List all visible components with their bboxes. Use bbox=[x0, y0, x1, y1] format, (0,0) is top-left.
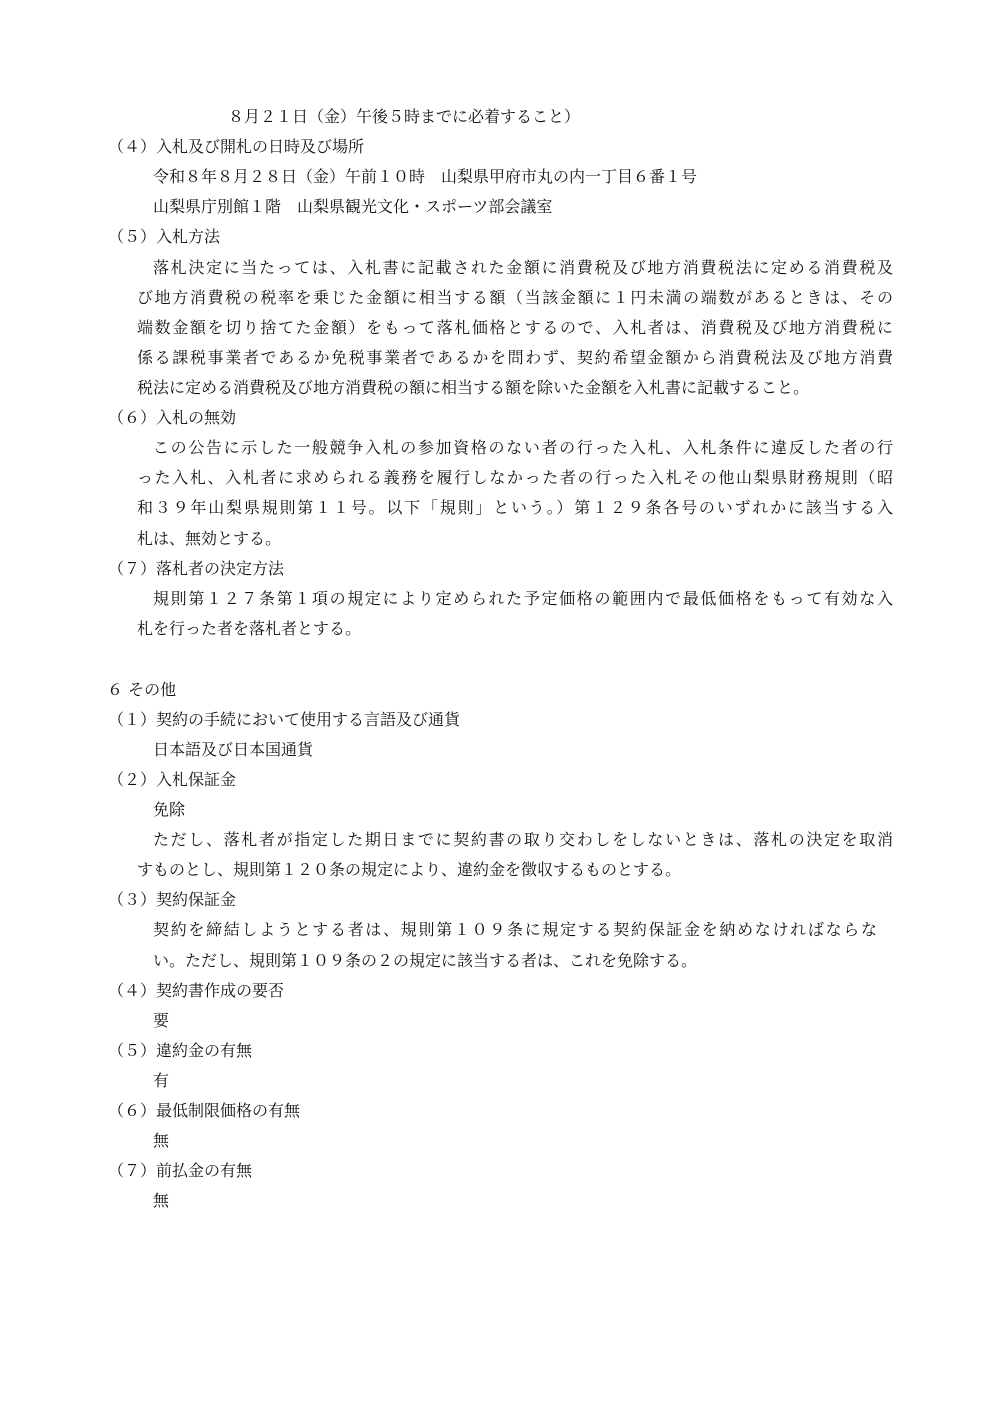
heading-item-7-winner-decision: （７）落札者の決定方法 bbox=[108, 559, 285, 578]
heading-language-currency: （１）契約の手続において使用する言語及び通貨 bbox=[108, 710, 461, 729]
section-6-heading: ６ その他 bbox=[107, 680, 177, 699]
value-contract-document: 要 bbox=[153, 1011, 170, 1030]
value-bid-bond: 免除 bbox=[153, 800, 186, 819]
heading-penalty: （５）違約金の有無 bbox=[108, 1041, 253, 1060]
paragraph-line: すものとし、規則第１２０条の規定により、違約金を徴収するものとする。 bbox=[137, 860, 682, 879]
paragraph-line: 落札決定に当たっては、入札書に記載された金額に消費税及び地方消費税法に定める消費税及 bbox=[153, 258, 893, 277]
heading-minimum-price: （６）最低制限価格の有無 bbox=[108, 1101, 301, 1120]
paragraph-line: 税法に定める消費税及び地方消費税の額に相当する額を除いた金額を入札書に記載すること。 bbox=[137, 378, 810, 397]
paragraph-line: い。ただし、規則第１０９条の２の規定に該当する者は、これを免除する。 bbox=[153, 951, 698, 970]
paragraph-line: 和３９年山梨県規則第１１号。以下「規則」という。）第１２９条各号のいずれかに該当する入 bbox=[137, 498, 893, 517]
heading-bid-bond: （２）入札保証金 bbox=[108, 770, 237, 789]
value-penalty: 有 bbox=[153, 1071, 170, 1090]
heading-contract-bond: （３）契約保証金 bbox=[108, 890, 237, 909]
paragraph-line: 規則第１２７条第１項の規定により定められた予定価格の範囲内で最低価格をもって有効な入 bbox=[153, 589, 893, 608]
heading-advance-payment: （７）前払金の有無 bbox=[108, 1161, 253, 1180]
heading-item-5-bid-method: （５）入札方法 bbox=[108, 227, 221, 246]
bid-datetime-address: 令和８年８月２８日（金）午前１０時 山梨県甲府市丸の内一丁目６番１号 bbox=[153, 167, 698, 186]
paragraph-line: 契約を締結しようとする者は、規則第１０９条に規定する契約保証金を納めなければならな bbox=[153, 920, 877, 939]
paragraph-line: 札は、無効とする。 bbox=[137, 529, 282, 548]
heading-contract-document: （４）契約書作成の要否 bbox=[108, 981, 285, 1000]
paragraph-line: この公告に示した一般競争入札の参加資格のない者の行った入札、入札条件に違反した者の行 bbox=[153, 438, 893, 457]
bid-venue: 山梨県庁別館１階 山梨県観光文化・スポーツ部会議室 bbox=[153, 197, 553, 216]
paragraph-line: 端数金額を切り捨てた金額）をもって落札価格とするので、入札者は、消費税及び地方消費税に bbox=[137, 318, 893, 337]
value-advance-payment: 無 bbox=[153, 1191, 170, 1210]
paragraph-line: 札を行った者を落札者とする。 bbox=[137, 619, 362, 638]
paragraph-line: び地方消費税の税率を乗じた金額に相当する額（当該金額に１円未満の端数があるときは、その bbox=[137, 288, 893, 307]
item-3-continuation: ８月２１日（金）午後５時までに必着すること） bbox=[228, 107, 581, 126]
value-minimum-price: 無 bbox=[153, 1131, 170, 1150]
heading-item-4-bid-date-place: （４）入札及び開札の日時及び場所 bbox=[108, 137, 365, 156]
paragraph-line: 係る課税事業者であるか免税事業者であるかを問わず、契約希望金額から消費税法及び地方消費 bbox=[137, 348, 893, 367]
heading-item-6-invalid-bids: （６）入札の無効 bbox=[108, 408, 237, 427]
paragraph-line: ただし、落札者が指定した期日までに契約書の取り交わしをしないときは、落札の決定を取消 bbox=[153, 830, 893, 849]
value-language-currency: 日本語及び日本国通貨 bbox=[153, 740, 314, 759]
paragraph-line: った入札、入札者に求められる義務を履行しなかった者の行った入札その他山梨県財務規則（昭 bbox=[137, 468, 893, 487]
